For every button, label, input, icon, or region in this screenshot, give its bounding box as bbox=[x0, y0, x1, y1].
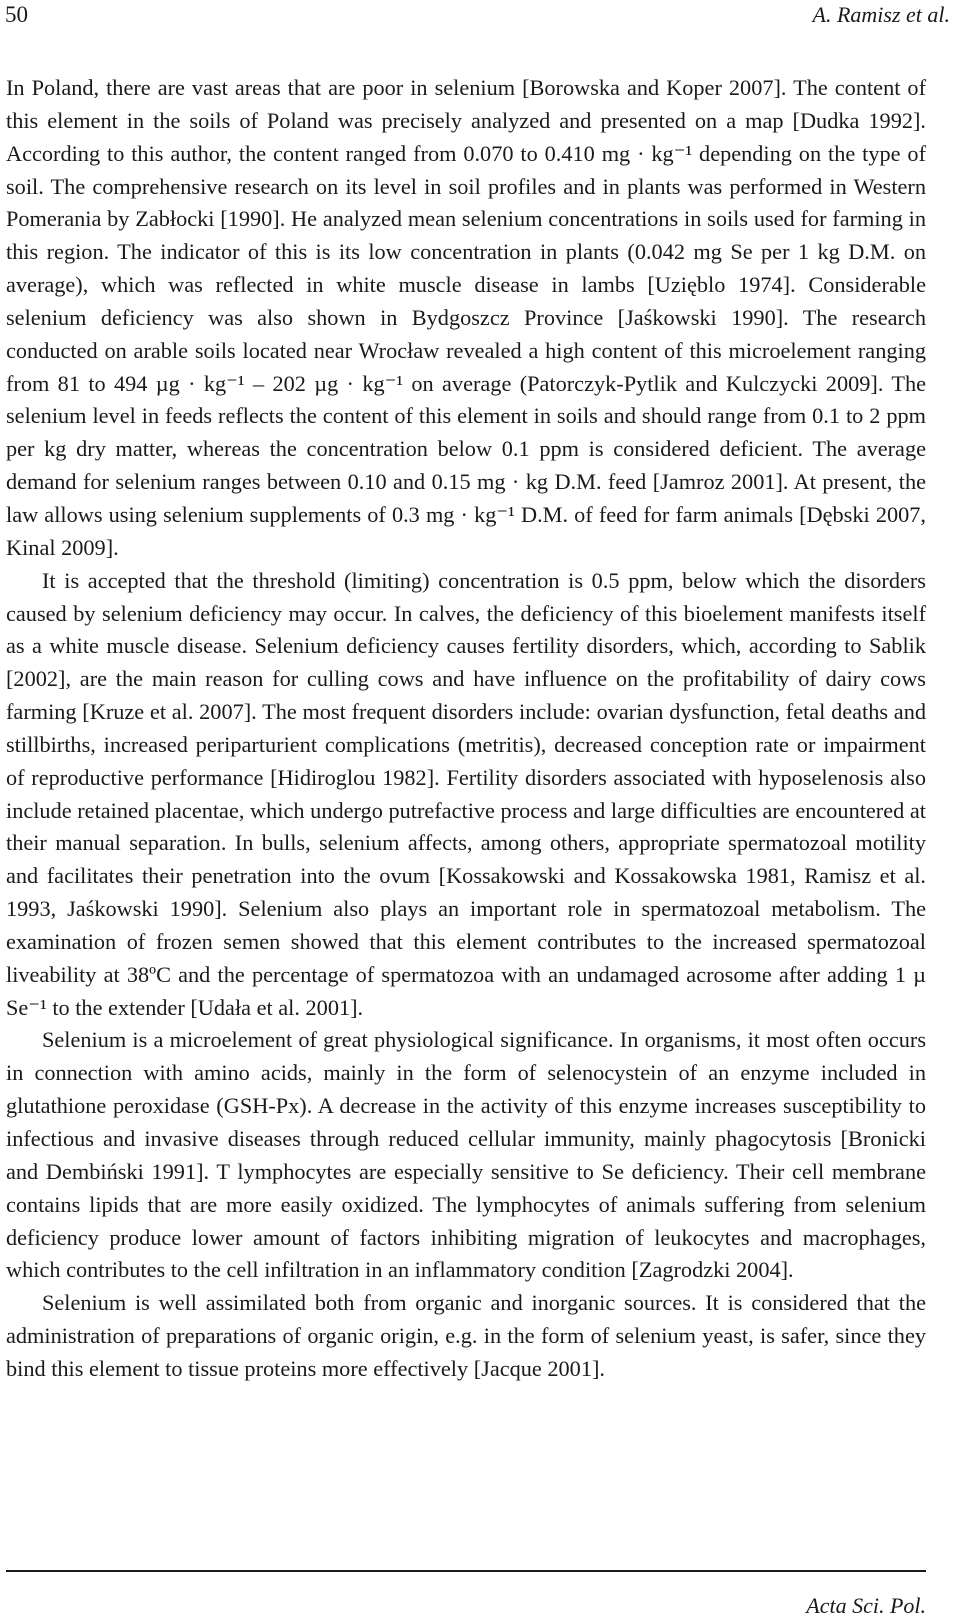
article-body bbox=[6, 72, 926, 1386]
paragraph: It is accepted that the threshold (limiting) concentration is 0.5 ppm, below which the disorders caused by selenium deficiency may occur. In calves, the deficiency of this bioelement manifests itself as a white muscle disease. Selenium deficiency causes fertility disorders, which, according to Sablik [2002], are the main reason for culling cows and have influence on the profitability of dairy cows farming [Kruze et al. 2007]. The most frequent disorders include: ovarian dysfunction, fetal deaths and stillbirths, increased periparturient complications (metritis), decreased conception rate or impairment of reproductive performance [Hidiroglou 1982]. Fertility disorders associated with hyposelenosis also include retained placentae, which undergo putrefactive process and large difficulties are encountered at their manual separation. In bulls, selenium affects, among others, appropriate spermatozoal motility and facilitates their penetration into the ovum [Kossakowski and Kossakowska 1981, Ramisz et al. 1993, Jaśkowski 1990]. Selenium also plays an important role in spermatozoal metabolism. The examination of frozen semen showed that this element contributes to the increased spermatozoal liveability at 38ºC and the percentage of spermatozoa with an undamaged acrosome after adding 1 µ Se⁻¹ to the extender [Udała et al. 2001]. bbox=[6, 567, 926, 1020]
page-number: 50 bbox=[5, 2, 28, 27]
paragraph: Selenium is a microelement of great physiological significance. In organisms, it most often occurs in connection with amino acids, mainly in the form of selenocystein of an enzyme included in glutathione peroxidase (GSH-Px). A decrease in the activity of this enzyme increases susceptibility to infectious and invasive diseases through reduced cellular immunity, mainly phagocytosis [Bronicki and Dembiński 1991]. T lymphocytes are especially sensitive to Se deficiency. Their cell membrane contains lipids that are more easily oxidized. The lymphocytes of animals suffering from selenium deficiency produce lower amount of factors inhibiting migration of leukocytes and macrophages, which contributes to the cell infiltration in an inflammatory condition [Zagrodzki 2004]. bbox=[6, 1027, 926, 1283]
paragraph: In Poland, there are vast areas that are poor in selenium [Borowska and Koper 2007]. The content of this element in the soils of Poland was precisely analyzed and presented on a map [Dudka 1992]. According to this author, the content ranged from 0.070 to 0.410 mg · kg⁻¹ depending on the type of soil. The comprehensive research on its level in soil profiles and in plants was performed in Western Pomerania by Zabłocki [1990]. He analyzed mean selenium concentrations in soils used for farming in this region. The indicator of this is its low concentration in plants (0.042 mg Se per 1 kg D.M. on average), which was reflected in white muscle disease in lambs [Uzięblo 1974]. Considerable selenium deficiency was also shown in Bydgoszcz Province [Jaśkowski 1990]. The research conducted on arable soils located near Wrocław revealed a high content of this microelement ranging from 81 to 494 µg · kg⁻¹ – 202 µg · kg⁻¹ on average (Patorczyk-Pytlik and Kulczycki 2009]. The selenium level in feeds reflects the content of this element in soils and should range from 0.1 to 2 ppm per kg dry matter, whereas the concentration below 0.1 ppm is considered deficient. The average demand for selenium ranges between 0.10 and 0.15 mg · kg D.M. feed [Jamroz 2001]. At present, the law allows using selenium supplements of 0.3 mg · kg⁻¹ D.M. of feed for farm animals [Dębski 2007, Kinal 2009]. bbox=[6, 75, 926, 560]
footer-rule bbox=[6, 1570, 926, 1572]
journal-title: Acta Sci. Pol. bbox=[806, 1593, 926, 1618]
running-head: A. Ramisz et al. bbox=[812, 2, 950, 27]
paragraph: Selenium is well assimilated both from organic and inorganic sources. It is considered that the administration of preparations of organic origin, e.g. in the form of selenium yeast, is safer, since they bind this element to tissue proteins more effectively [Jacque 2001]. bbox=[6, 1290, 926, 1381]
